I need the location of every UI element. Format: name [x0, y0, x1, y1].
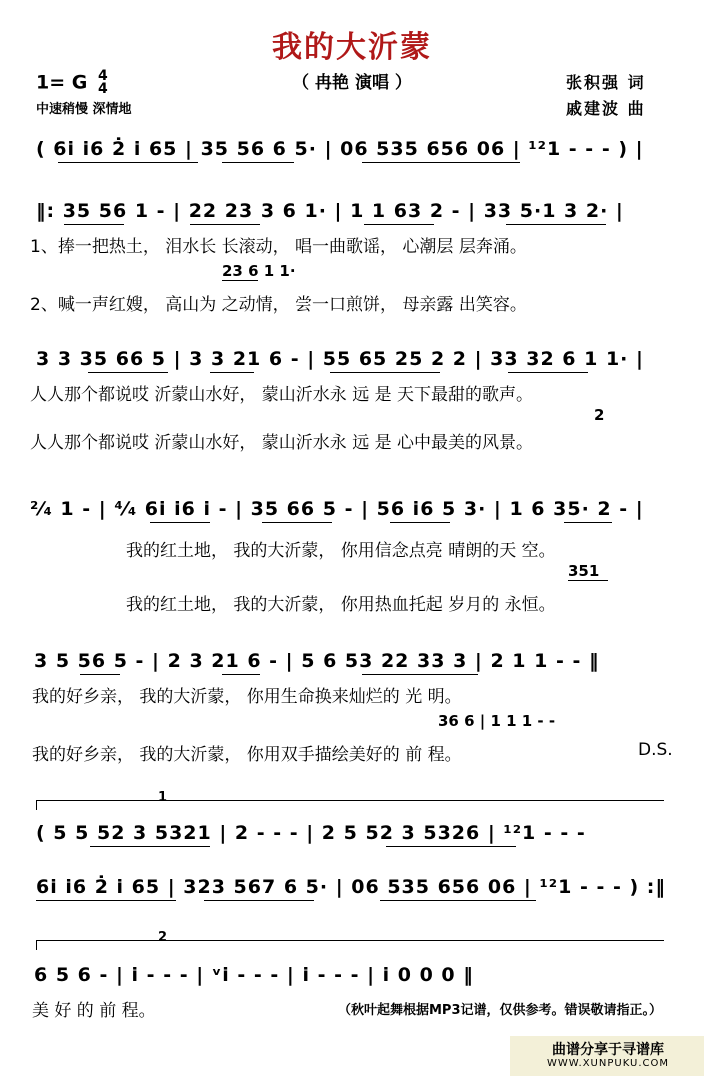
score-row-3-lyric-2: 人人那个都说哎 沂蒙山水好， 蒙山沂水永 远 是 心中最美的风景。 [30, 433, 534, 453]
score-row-3-alt-notes: 2 [594, 406, 605, 424]
score-row-2-alt-notes: 23 6 1 1· [222, 262, 296, 280]
score-row-4-lyric-2: 我的红土地， 我的大沂蒙， 你用热血托起 岁月的 永恒。 [126, 595, 556, 615]
score-row-4-lyric-1: 我的红土地， 我的大沂蒙， 你用信念点亮 晴朗的天 空。 [126, 541, 556, 561]
key-signature [36, 70, 108, 96]
singer-credit: （ 冉艳 演唱 ） [292, 73, 412, 93]
score-row-2-lyric-1: 1、捧一把热土， 泪水长 长滚动， 唱一曲歌谣， 心潮层 层奔涌。 [30, 237, 527, 257]
tempo-marking: 中速稍慢 深情地 [36, 102, 132, 117]
volta-1-number: 1 [158, 790, 168, 805]
score-row-5-lyric-2: 我的好乡亲， 我的大沂蒙， 你用双手描绘美好的 前 程。 [32, 745, 462, 765]
composer-credit: 戚建波 曲 [566, 99, 646, 118]
transcription-remark: （秋叶起舞根据MP3记谱，仅供参考。错误敬请指正。） [338, 1003, 663, 1018]
score-row-4-alt-notes: 351 [568, 562, 600, 580]
score-row-8-lyric-1: 美 好 的 前 程。 [32, 1001, 156, 1021]
song-title: 我的大沂蒙 [272, 30, 432, 65]
score-row-2-notes: ‖: 35 56 1 - | 22 23 3 6 1· | 1 1 63 2 - | 33 5·1 3 2· | [36, 200, 624, 222]
dal-segno-mark: D.S. [638, 740, 673, 760]
score-row-4-notes: ²⁄₄ 1 - | ⁴⁄₄ 6i i6 i - | 35 66 5 - | 56 i6 5 3· | 1 6 35· 2 - | [30, 498, 644, 520]
score-row-8-notes: 6 5 6 - | i - - - | ᵛi - - - | i - - - | i 0 0 0 ‖ [34, 964, 474, 986]
lyricist-credit: 张积强 词 [566, 73, 646, 92]
time-signature [98, 70, 108, 96]
score-row-3-notes: 3 3 35 66 5 | 3 3 21 6 - | 55 65 25 2 2 | 33 32 6 1 1· | [36, 348, 644, 370]
score-row-5-lyric-1: 我的好乡亲， 我的大沂蒙， 你用生命换来灿烂的 光 明。 [32, 687, 462, 707]
score-row-2-lyric-2: 2、喊一声红嫂， 高山为 之动情， 尝一口煎饼， 母亲露 出笑容。 [30, 295, 527, 315]
volta-2-number: 2 [158, 930, 168, 945]
score-row-5-notes: 3 5 56 5 - | 2 3 21 6 - | 5 6 53 22 33 3 | 2 1 1 - - ‖ [34, 650, 600, 672]
footer-text: 曲谱分享于寻谱库 [552, 1042, 664, 1058]
score-row-7-notes: 6i i6 2̇ i 65 | 323 567 6 5· | 06 535 656 06 | ¹²1 - - - ) :‖ [36, 876, 666, 898]
score-row-1-notes: ( 6i i6 2̇ i 65 | 35 56 6 5· | 06 535 656 06 | ¹²1 - - - ) | [36, 138, 644, 160]
score-row-3-lyric-1: 人人那个都说哎 沂蒙山水好， 蒙山沂水永 远 是 天下最甜的歌声。 [30, 385, 534, 405]
time-bottom: 4 [97, 81, 108, 97]
time-top: 4 [97, 68, 108, 84]
score-row-6-notes: ( 5 5 52 3 5321 | 2 - - - | 2 5 52 3 5326 | ¹²1 - - - [36, 822, 586, 844]
footer-url: WWW.XUNPUKU.COM [547, 1058, 669, 1069]
score-row-5-alt-notes: 36 6 | 1 1 1 - - [438, 712, 556, 730]
key-label: 1= G [36, 71, 88, 94]
